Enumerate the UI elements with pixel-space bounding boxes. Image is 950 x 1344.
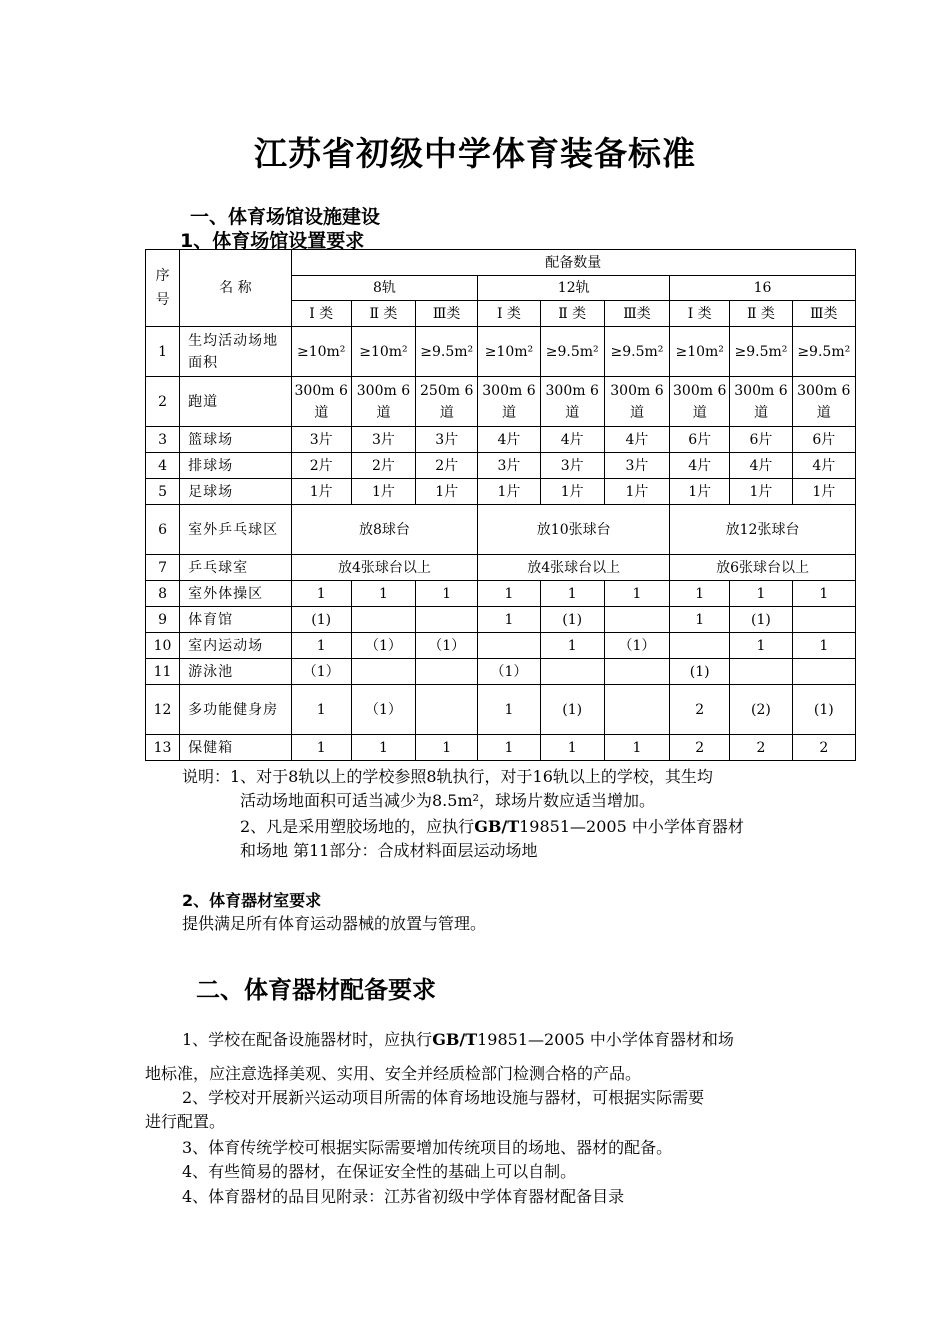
table-cell: 3片	[540, 453, 604, 479]
table-cell: 1片	[604, 479, 669, 505]
para-1-standard: GB/T	[432, 1030, 478, 1049]
row-name: 保健箱	[180, 735, 291, 761]
table-cell: （1）	[416, 633, 478, 659]
table-cell: 1片	[478, 479, 540, 505]
subsection2-text: 提供满足所有体育运动器械的放置与管理。	[182, 914, 487, 933]
table-cell: 300m 6道	[291, 377, 351, 427]
row-index: 11	[146, 659, 180, 685]
row-name: 游泳池	[180, 659, 291, 685]
table-cell: 6片	[670, 427, 730, 453]
note-2-pre: 2、凡是采用塑胶场地的，应执行	[240, 817, 475, 836]
header-class: Ⅲ类	[792, 301, 855, 327]
table-cell: 1	[478, 607, 540, 633]
table-cell: 1	[291, 685, 351, 735]
row-index: 6	[146, 505, 180, 555]
section1-heading: 一、体育场馆设施建设	[190, 206, 381, 228]
table-cell: 4片	[730, 453, 792, 479]
table-cell: 4片	[540, 427, 604, 453]
para-1-line2: 地标准，应注意选择美观、实用、安全并经质检部门检测合格的产品。	[145, 1064, 642, 1083]
para-2-line2: 进行配置。	[145, 1112, 226, 1131]
para-5: 4、体育器材的品目见附录：江苏省初级中学体育器材配备目录	[182, 1187, 625, 1206]
table-cell	[416, 607, 478, 633]
header-class: Ⅱ 类	[351, 301, 415, 327]
table-row	[146, 505, 856, 555]
table-row	[146, 427, 856, 453]
table-row	[146, 453, 856, 479]
row-name: 室内运动场	[180, 633, 291, 659]
table-cell: 1	[540, 581, 604, 607]
table-row	[146, 735, 856, 761]
row-index: 8	[146, 581, 180, 607]
note-2-standard: GB/T	[474, 817, 520, 836]
row-name: 排球场	[180, 453, 291, 479]
table-row	[146, 659, 856, 685]
row-index: 9	[146, 607, 180, 633]
merged-cell: 放10张球台	[478, 505, 670, 555]
row-index: 5	[146, 479, 180, 505]
header-group-16: 16	[670, 276, 856, 301]
table-cell: (1)	[540, 685, 604, 735]
para-3: 3、体育传统学校可根据实际需要增加传统项目的场地、器材的配备。	[182, 1138, 673, 1157]
table-cell: （1）	[351, 685, 415, 735]
para-2-line1: 2、学校对开展新兴运动项目所需的体育场地设施与器材，可根据实际需要	[182, 1088, 705, 1107]
note-2-post: 19851—2005 中小学体育器材	[519, 817, 744, 836]
table-cell: ≥9.5m²	[792, 327, 855, 377]
table-cell: 2片	[416, 453, 478, 479]
table-cell: 4片	[670, 453, 730, 479]
row-name: 体育馆	[180, 607, 291, 633]
header-class: Ⅰ 类	[478, 301, 540, 327]
table-cell: ≥9.5m²	[540, 327, 604, 377]
table-cell: 1	[730, 633, 792, 659]
header-group-8: 8轨	[291, 276, 478, 301]
table-cell: (1)	[540, 607, 604, 633]
table-cell: 6片	[730, 427, 792, 453]
header-name: 名 称	[180, 250, 291, 327]
table-cell	[670, 633, 730, 659]
note-2-line2: 和场地 第11部分：合成材料面层运动场地	[240, 841, 538, 860]
table-cell: 1	[540, 735, 604, 761]
merged-cell: 放4张球台以上	[291, 555, 478, 581]
row-index: 3	[146, 427, 180, 453]
table-cell: 2	[670, 685, 730, 735]
merged-cell: 放4张球台以上	[478, 555, 670, 581]
table-cell: 1片	[291, 479, 351, 505]
table-cell: 1片	[416, 479, 478, 505]
table-cell: 1	[670, 607, 730, 633]
table-cell	[604, 685, 669, 735]
table-cell: 1片	[792, 479, 855, 505]
table-cell	[351, 607, 415, 633]
subsection2-heading: 2、体育器材室要求	[182, 891, 322, 910]
row-name: 多功能健身房	[180, 685, 291, 735]
table-cell: 1	[478, 685, 540, 735]
table-cell: 1	[351, 735, 415, 761]
table-cell: 4片	[604, 427, 669, 453]
section2-heading: 二、体育器材配备要求	[196, 976, 436, 1004]
merged-cell: 放12张球台	[670, 505, 856, 555]
note-2-line1	[240, 815, 744, 839]
note-1-line2: 活动场地面积可适当减少为8.5m²，球场片数应适当增加。	[240, 791, 656, 810]
table-cell: 300m 6道	[730, 377, 792, 427]
table-cell: 3片	[478, 453, 540, 479]
row-index: 12	[146, 685, 180, 735]
table-cell: ≥9.5m²	[416, 327, 478, 377]
table-cell: 300m 6道	[792, 377, 855, 427]
table-cell	[478, 633, 540, 659]
table-cell: 2	[730, 735, 792, 761]
table-cell: 1	[792, 633, 855, 659]
row-index: 10	[146, 633, 180, 659]
header-class: Ⅲ类	[416, 301, 478, 327]
header-quantity: 配备数量	[291, 250, 855, 276]
header-index: 序号	[146, 250, 180, 327]
table-cell: （1）	[478, 659, 540, 685]
table-cell: ≥9.5m²	[730, 327, 792, 377]
table-cell: 2片	[351, 453, 415, 479]
header-class: Ⅰ 类	[670, 301, 730, 327]
table-cell: 6片	[792, 427, 855, 453]
table-cell: 1片	[540, 479, 604, 505]
table-cell: 1片	[351, 479, 415, 505]
table-cell: 300m 6道	[478, 377, 540, 427]
row-name: 足球场	[180, 479, 291, 505]
table-cell: 1	[291, 735, 351, 761]
table-cell: 300m 6道	[540, 377, 604, 427]
header-class: Ⅱ 类	[730, 301, 792, 327]
table-cell	[792, 607, 855, 633]
table-cell: 1	[478, 581, 540, 607]
row-index: 2	[146, 377, 180, 427]
table-row	[146, 607, 856, 633]
table-cell: ≥10m²	[291, 327, 351, 377]
table-cell: ≥10m²	[351, 327, 415, 377]
table-cell: 3片	[604, 453, 669, 479]
table-cell: 300m 6道	[351, 377, 415, 427]
table-cell: 1	[540, 633, 604, 659]
row-index: 13	[146, 735, 180, 761]
merged-cell: 放8球台	[291, 505, 478, 555]
header-class: Ⅲ类	[604, 301, 669, 327]
table-cell: 1片	[730, 479, 792, 505]
table-row	[146, 555, 856, 581]
table-cell: 2片	[291, 453, 351, 479]
row-name: 篮球场	[180, 427, 291, 453]
table-cell: 1	[416, 581, 478, 607]
table-cell: 3片	[416, 427, 478, 453]
page-title: 江苏省初级中学体育装备标准	[254, 134, 696, 173]
table-cell: 2	[792, 735, 855, 761]
table-cell: （1）	[604, 633, 669, 659]
table-cell: （1）	[291, 659, 351, 685]
table-cell: 1	[670, 581, 730, 607]
table-cell: 1	[416, 735, 478, 761]
table-cell: ≥10m²	[670, 327, 730, 377]
row-name: 室外乒乓球区	[180, 505, 291, 555]
table-cell: 300m 6道	[670, 377, 730, 427]
table-cell: 300m 6道	[604, 377, 669, 427]
row-name: 跑道	[180, 377, 291, 427]
table-cell: (1)	[291, 607, 351, 633]
table-cell: 1	[604, 581, 669, 607]
header-class: Ⅰ 类	[291, 301, 351, 327]
para-1-pre: 1、学校在配备设施器材时，应执行	[182, 1030, 433, 1049]
table-row	[146, 685, 856, 735]
table-cell: ≥9.5m²	[604, 327, 669, 377]
row-name: 室外体操区	[180, 581, 291, 607]
table-cell: 250m 6道	[416, 377, 478, 427]
note-1-line1: 说明：1、对于8轨以上的学校参照8轨执行，对于16轨以上的学校，其生均	[182, 767, 713, 786]
table-cell: 1	[478, 735, 540, 761]
table-cell	[351, 659, 415, 685]
header-group-12: 12轨	[478, 276, 670, 301]
table-cell: 4片	[478, 427, 540, 453]
table-row	[146, 479, 856, 505]
table-cell	[416, 685, 478, 735]
table-cell: (2)	[730, 685, 792, 735]
facilities-table	[145, 249, 856, 761]
table-cell	[604, 659, 669, 685]
table-cell	[416, 659, 478, 685]
row-name: 生均活动场地面积	[180, 327, 291, 377]
table-cell	[540, 659, 604, 685]
table-row	[146, 377, 856, 427]
table-cell: 1片	[670, 479, 730, 505]
table-cell	[792, 659, 855, 685]
table-cell: 1	[351, 581, 415, 607]
table-cell: 1	[730, 581, 792, 607]
table-cell: 1	[792, 581, 855, 607]
row-index: 4	[146, 453, 180, 479]
table-cell: 3片	[351, 427, 415, 453]
row-index: 7	[146, 555, 180, 581]
table-row	[146, 633, 856, 659]
subsection1-heading: 1、体育场馆设置要求	[180, 230, 365, 252]
table-cell: (1)	[792, 685, 855, 735]
para-1-line1	[182, 1028, 734, 1052]
para-4: 4、有些简易的器材，在保证安全性的基础上可以自制。	[182, 1162, 577, 1181]
table-cell: 2	[670, 735, 730, 761]
row-name: 乒乓球室	[180, 555, 291, 581]
table-cell: 3片	[291, 427, 351, 453]
table-cell: 1	[604, 735, 669, 761]
table-row	[146, 581, 856, 607]
table-cell: 1	[291, 633, 351, 659]
table-cell: （1）	[351, 633, 415, 659]
table-cell	[730, 659, 792, 685]
table-cell: (1)	[670, 659, 730, 685]
table-cell	[604, 607, 669, 633]
para-1-post: 19851—2005 中小学体育器材和场	[477, 1030, 734, 1049]
table-row	[146, 327, 856, 377]
row-index: 1	[146, 327, 180, 377]
table-cell: 1	[291, 581, 351, 607]
table-cell: ≥10m²	[478, 327, 540, 377]
header-class: Ⅱ 类	[540, 301, 604, 327]
table-cell: 4片	[792, 453, 855, 479]
merged-cell: 放6张球台以上	[670, 555, 856, 581]
table-cell: (1)	[730, 607, 792, 633]
